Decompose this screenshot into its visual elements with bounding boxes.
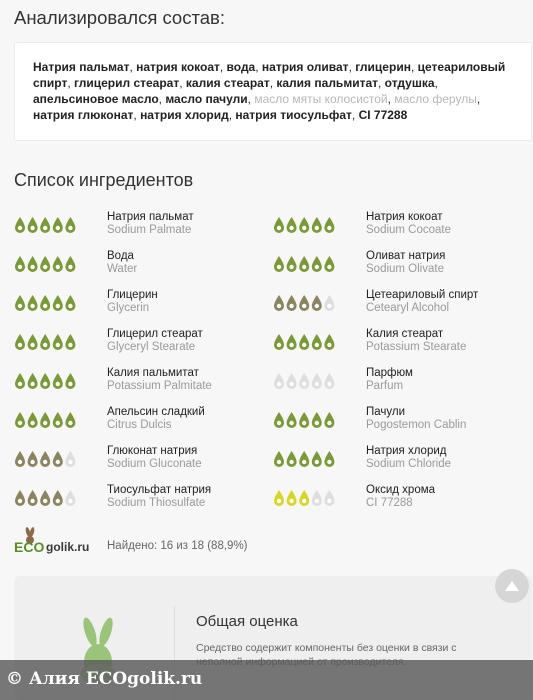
ingredient-name[interactable]: Калия пальмитат xyxy=(107,367,199,379)
ingredient-name[interactable]: Пачули xyxy=(366,406,406,418)
comma-separator: , xyxy=(410,60,418,74)
comma-separator: , xyxy=(378,76,385,90)
composition-ingredient[interactable]: апельсиновое масло xyxy=(33,92,159,106)
drop-rating-icon xyxy=(273,215,337,233)
ingredient-row[interactable] xyxy=(14,482,269,521)
drop-rating-icon xyxy=(273,254,337,272)
logo-rest-text: golik.ru xyxy=(46,540,90,554)
comma-separator: , xyxy=(476,92,481,106)
comma-separator: , xyxy=(219,60,227,74)
composition-ingredient[interactable]: масло ферулы xyxy=(394,92,477,106)
ingredient-row[interactable] xyxy=(273,404,528,443)
ecogolik-logo[interactable] xyxy=(14,527,94,557)
drop-rating-icon xyxy=(273,293,337,311)
comma-separator: , xyxy=(387,92,395,106)
ingredient-latin-name: Glycerin xyxy=(107,302,150,314)
ingredient-name[interactable]: Тиосульфат натрия xyxy=(107,484,212,496)
comma-separator: , xyxy=(269,76,277,90)
ingredient-row[interactable] xyxy=(14,287,269,326)
comma-separator: , xyxy=(129,60,137,74)
drop-rating-icon xyxy=(273,410,337,428)
ingredient-text xyxy=(107,483,277,510)
ingredient-latin-name: CI 77288 xyxy=(366,497,413,509)
ingredient-latin-name: Sodium Cocoate xyxy=(366,224,452,236)
drop-rating-icon xyxy=(14,293,78,311)
ingredient-text xyxy=(107,327,277,354)
ingredient-text xyxy=(107,210,277,237)
ingredient-row[interactable] xyxy=(273,365,528,404)
ingredient-name[interactable]: Оксид хрома xyxy=(366,484,436,496)
ingredient-row[interactable] xyxy=(14,443,269,482)
drop-rating-icon xyxy=(14,488,78,506)
ingredient-text xyxy=(366,288,533,315)
ingredient-latin-name: Pogostemon Cablin xyxy=(366,419,467,431)
composition-ingredient[interactable]: масло мяты колосистой xyxy=(254,92,388,106)
composition-ingredient[interactable]: натрия хлорид xyxy=(140,108,229,122)
composition-ingredient[interactable]: глицерин xyxy=(355,60,411,74)
ingredient-text xyxy=(107,249,277,276)
composition-ingredient[interactable]: отдушка xyxy=(384,76,435,90)
composition-ingredient[interactable]: глицерил стеарат xyxy=(74,76,180,90)
ingredient-list-title: Список ингредиентов xyxy=(14,170,194,190)
comma-separator: , xyxy=(228,108,236,122)
found-count: Найдено: 16 из 18 (88,9%) xyxy=(107,540,248,552)
comma-separator: , xyxy=(348,60,356,74)
drop-rating-icon xyxy=(14,371,78,389)
ingredient-name[interactable]: Глицерин xyxy=(107,289,158,301)
drop-rating-icon xyxy=(14,449,78,467)
ingredient-latin-name: Citrus Dulcis xyxy=(107,419,172,431)
ingredient-name[interactable]: Цетеариловый спирт xyxy=(366,289,479,301)
drop-rating-icon xyxy=(14,410,78,428)
ingredient-row[interactable] xyxy=(273,443,528,482)
comma-separator: , xyxy=(255,60,262,74)
ingredient-row[interactable] xyxy=(273,209,528,248)
ingredient-row[interactable] xyxy=(273,287,528,326)
composition-ingredient[interactable]: вода xyxy=(226,60,256,74)
ingredient-text xyxy=(107,366,277,393)
composition-ingredient[interactable]: калия пальмитат xyxy=(276,76,378,90)
comma-separator: , xyxy=(179,76,186,90)
ingredient-latin-name: Sodium Chloride xyxy=(366,458,452,470)
composition-ingredient[interactable]: цетеариловый спирт xyxy=(33,60,506,90)
ingredient-name[interactable]: Натрия хлорид xyxy=(366,445,447,457)
drop-rating-icon xyxy=(14,254,78,272)
comma-separator: , xyxy=(133,108,141,122)
comma-separator: , xyxy=(158,92,166,106)
drop-rating-icon xyxy=(273,332,337,350)
ingredient-row[interactable] xyxy=(14,209,269,248)
scroll-top-button[interactable] xyxy=(495,569,529,603)
composition-ingredient[interactable]: калия стеарат xyxy=(185,76,270,90)
comma-separator: , xyxy=(67,76,75,90)
ingredient-row[interactable] xyxy=(14,326,269,365)
comma-separator: , xyxy=(351,108,359,122)
ingredient-name[interactable]: Глицерил стеарат xyxy=(107,328,203,340)
ingredient-latin-name: Cetearyl Alcohol xyxy=(366,302,450,314)
ingredient-latin-name: Sodium Gluconate xyxy=(107,458,202,470)
composition-box xyxy=(14,42,532,141)
drop-rating-icon xyxy=(273,449,337,467)
ingredient-name[interactable]: Вода xyxy=(107,250,134,262)
composition-ingredient[interactable]: натрия тиосульфат xyxy=(235,108,352,122)
ingredient-row[interactable] xyxy=(273,248,528,287)
ingredient-name[interactable]: Парфюм xyxy=(366,367,413,379)
ingredient-row[interactable] xyxy=(273,326,528,365)
overall-description: Средство содержит компоненты без оценки в связи с xyxy=(196,642,457,654)
ingredient-text xyxy=(366,327,533,354)
ingredient-text xyxy=(366,483,533,510)
arrow-up-icon xyxy=(505,581,519,591)
drop-rating-icon xyxy=(14,215,78,233)
ingredient-row[interactable] xyxy=(14,365,269,404)
ingredient-latin-name: Sodium Olivate xyxy=(366,263,444,275)
comma-separator: , xyxy=(247,92,255,106)
ingredient-latin-name: Sodium Palmate xyxy=(107,224,192,236)
composition-ingredient[interactable]: CI 77288 xyxy=(358,108,408,122)
ingredient-name[interactable]: Апельсин сладкий xyxy=(107,406,205,418)
ingredient-row[interactable] xyxy=(14,404,269,443)
ingredient-latin-name: Potassium Stearate xyxy=(366,341,467,353)
ingredient-row[interactable] xyxy=(273,482,528,521)
ingredient-latin-name: Glyceryl Stearate xyxy=(107,341,196,353)
ingredient-latin-name: Parfum xyxy=(366,380,404,392)
ingredient-text xyxy=(366,366,533,393)
ingredient-name[interactable]: Оливат натрия xyxy=(366,250,446,262)
ingredient-latin-name: Water xyxy=(107,263,138,275)
comma-separator: , xyxy=(434,76,438,90)
ingredient-row[interactable] xyxy=(14,248,269,287)
composition-ingredient[interactable]: натрия глюконат xyxy=(33,108,134,122)
ingredient-text xyxy=(107,405,277,432)
ingredient-text xyxy=(366,249,533,276)
ingredient-name[interactable]: Калия стеарат xyxy=(366,328,444,340)
ingredient-text xyxy=(107,288,277,315)
ingredient-name[interactable]: Натрия кокоат xyxy=(366,211,443,223)
composition-ingredient[interactable]: натрия кокоат xyxy=(136,60,220,74)
ingredient-name[interactable]: Натрия пальмат xyxy=(107,211,194,223)
drop-rating-icon xyxy=(14,332,78,350)
drop-rating-icon xyxy=(273,371,337,389)
composition-ingredient[interactable]: масло пачули xyxy=(165,92,248,106)
ingredient-name[interactable]: Глюконат натрия xyxy=(107,445,198,457)
ingredient-latin-name: Sodium Thiosulfate xyxy=(107,497,206,509)
analysis-title: Анализировался состав: xyxy=(14,7,225,28)
composition-ingredient[interactable]: натрия оливат xyxy=(261,60,349,74)
ingredient-text xyxy=(366,405,533,432)
watermark-bar: © Алия ECOgolik.ru xyxy=(0,660,533,700)
ingredient-text xyxy=(366,210,533,237)
logo-eco-text: ECO xyxy=(14,539,45,555)
overall-title: Общая оценка xyxy=(196,613,298,630)
composition-ingredient[interactable]: Натрия пальмат xyxy=(33,60,130,74)
drop-rating-icon xyxy=(273,488,337,506)
ingredient-text xyxy=(107,444,277,471)
ingredient-text xyxy=(366,444,533,471)
ingredient-latin-name: Potassium Palmitate xyxy=(107,380,212,392)
